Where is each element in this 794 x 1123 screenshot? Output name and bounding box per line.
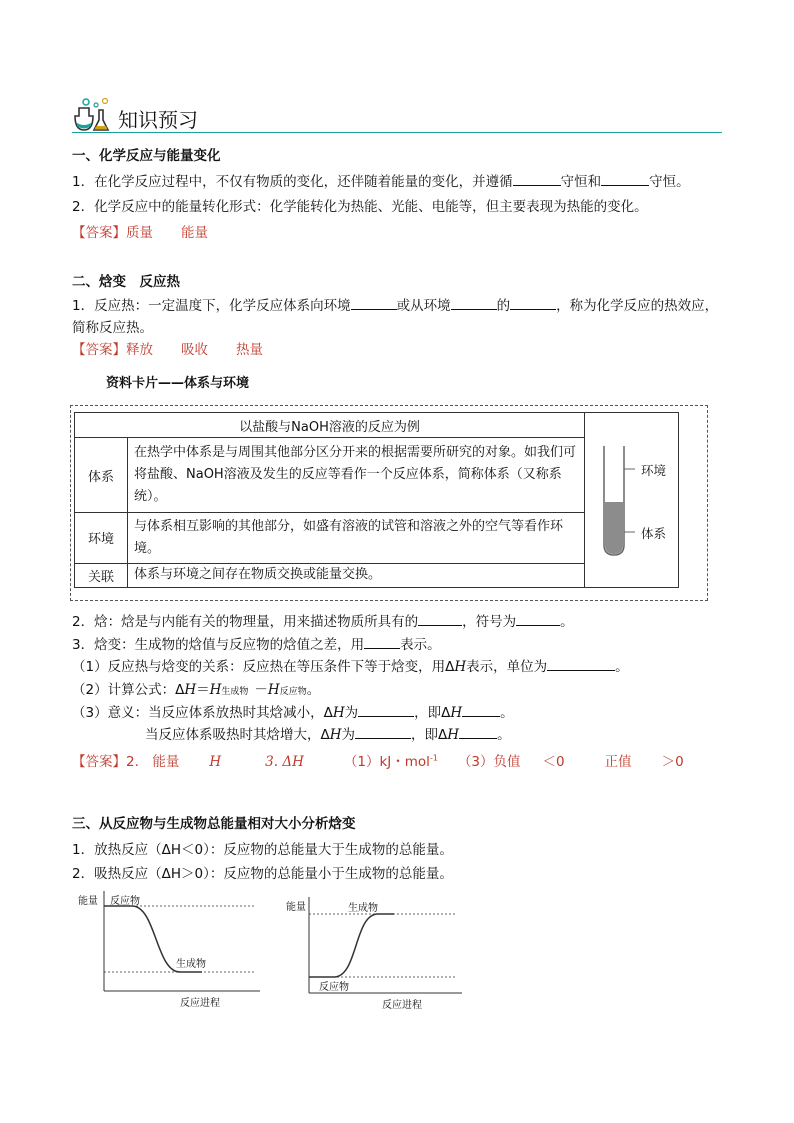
s2-answer: 【答案】释放 吸收 热量 (72, 342, 263, 358)
s3-paragraph-1: 1．放热反应（ΔH＜0）：反应物的总能量大于生成物的总能量。 (72, 842, 453, 858)
left-x-axis-label: 反应进程 (180, 998, 220, 1009)
right-y-axis-label: 能量 (286, 902, 306, 913)
s2b-answer: 【答案】2. 能量 H 3. ΔH （1）kJ・mol$^{-1}$ （3）负值 ＜0 正值 ＞0 (72, 753, 684, 770)
row-label-relation: 关联 (75, 563, 128, 587)
left-y-axis-label: 能量 (78, 896, 98, 907)
figure-label-system: 体系 (641, 526, 667, 541)
s1-answer: 【答案】质量 能量 (72, 225, 208, 241)
s2-paragraph-3: 3．焓变：生成物的焓值与反应物的焓值之差，用 表示。 (72, 637, 441, 653)
section-2-heading: 二、焓变 反应热 (72, 274, 180, 290)
section-header-icon (72, 96, 112, 132)
left-product-label: 生成物 (176, 959, 206, 970)
row-label-environment: 环境 (75, 513, 128, 564)
s1-paragraph-2: 2．化学反应中的能量转化形式：化学能转化为热能、光能、电能等，但主要表现为热能的变化。 (72, 199, 648, 215)
s2-item-2-formula: （2）计算公式：ΔH＝H生成物 －H反应物。 (72, 682, 321, 698)
card-title: 资料卡片——体系与环境 (106, 376, 250, 391)
row-desc-relation: 体系与环境之间存在物质交换或能量交换。 (128, 563, 585, 587)
endothermic-energy-diagram (282, 885, 472, 1010)
s2-paragraph-2: 2．焓：焓是与内能有关的物理量，用来描述物质所具有的 ，符号为 。 (72, 614, 574, 630)
s2-paragraph-1-cont: 简称反应热。 (72, 320, 153, 336)
section-1-heading: 一、化学反应与能量变化 (72, 148, 221, 164)
s3-paragraph-2: 2．吸热反应（ΔH＞0）：反应物的总能量小于生成物的总能量。 (72, 866, 453, 882)
s2-paragraph-1: 1．反应热：一定温度下，化学反应体系向环境 或从环境 的 ，称为化学反应的热效应， (72, 298, 719, 314)
section-3-heading: 三、从反应物与生成物总能量相对大小分析焓变 (72, 816, 356, 832)
left-reactant-label: 反应物 (110, 896, 140, 907)
right-x-axis-label: 反应进程 (382, 1000, 422, 1011)
card-table-head: 以盐酸与NaOH溶液的反应为例 (75, 413, 585, 438)
section-title: 知识预习 (118, 108, 198, 132)
test-tube-figure (585, 413, 679, 588)
row-desc-system: 在热学中体系是与周围其他部分区分开来的根据需要所研究的对象。如我们可将盐酸、NaOH溶液及发生的反应等看作一个反应体系，简称体系（又称系统）。 (128, 438, 585, 513)
right-reactant-label: 反应物 (319, 982, 349, 993)
header-divider (72, 132, 722, 133)
s1-paragraph-1: 1．在化学反应过程中，不仅有物质的变化，还伴随着能量的变化，并遵循 守恒和 守恒。 (72, 174, 690, 190)
row-desc-environment: 与体系相互影响的其他部分，如盛有溶液的试管和溶液之外的空气等看作环境。 (128, 513, 585, 564)
row-label-system: 体系 (75, 438, 128, 513)
s2-item-3: （3）意义：当反应体系放热时其焓减小，ΔH为 ，即ΔH 。 (72, 705, 514, 721)
s2-item-3-cont: 当反应体系吸热时其焓增大，ΔH为 ，即ΔH 。 (145, 727, 511, 743)
exothermic-energy-diagram (74, 885, 264, 1010)
s2-item-1: （1）反应热与焓变的关系：反应热在等压条件下等于焓变，用ΔH表示，单位为 。 (72, 659, 629, 675)
figure-label-environment: 环境 (641, 463, 667, 478)
right-product-label: 生成物 (348, 903, 378, 914)
card-table (74, 412, 679, 588)
